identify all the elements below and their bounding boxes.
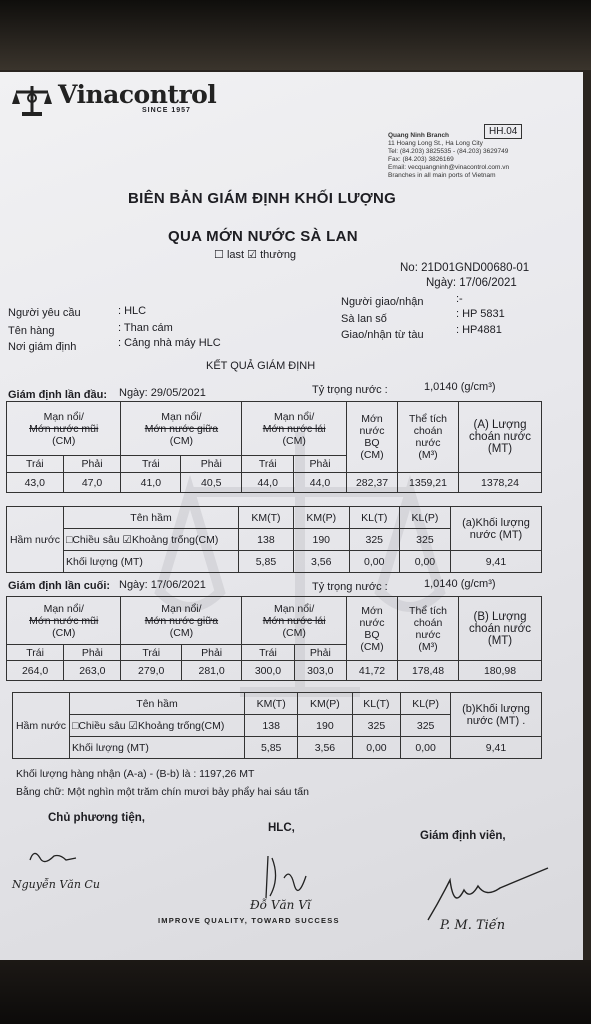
volume-value: 1359,21 xyxy=(398,473,459,493)
tank-weight-value: 5,85 xyxy=(245,737,298,759)
mid-draft-header: Mạn nổi/ Mớn nước giữa (CM) xyxy=(121,597,242,645)
footer-tagline: IMPROVE QUALITY, TOWARD SUCCESS xyxy=(158,916,340,925)
branch-line: Tel: (84.203) 3825535 - (84.203) 3629749 xyxy=(388,148,509,155)
tank-depth-value: 325 xyxy=(399,529,450,551)
tank-col-header: KM(P) xyxy=(293,507,349,529)
hlc-label: HLC, xyxy=(268,822,295,834)
tank-depth-value: 138 xyxy=(239,529,294,551)
tank-col-header: KL(P) xyxy=(401,693,451,715)
result-heading: KẾT QUẢ GIÁM ĐỊNH xyxy=(206,360,316,372)
final-draft-table xyxy=(6,596,542,681)
right-header: Phải xyxy=(64,645,121,661)
fwd-draft-header: Mạn nổi/ Mớn nước mũi (CM) xyxy=(7,597,121,645)
checkbox-empty-icon: ☐ xyxy=(214,249,224,261)
right-header: Phải xyxy=(63,456,121,473)
branch-line: Branches in all main ports of Vietnam xyxy=(388,172,496,179)
tank-result-header: (a)Khối lượng nước (MT) xyxy=(451,507,542,551)
tank-depth-label: □Chiều sâu ☑Khoảng trống(CM) xyxy=(64,529,239,551)
hlc-signature-name: Đỗ Văn Vĩ xyxy=(250,898,311,912)
draft-value: 264,0 xyxy=(7,661,64,681)
scale-logo-icon xyxy=(12,82,52,118)
info-label: Nơi giám định xyxy=(8,341,77,353)
aft-draft-header: Mạn nổi/ Mớn nước lái (CM) xyxy=(242,402,347,456)
right-header: Phải xyxy=(181,456,242,473)
tank-col-header: KM(T) xyxy=(245,693,298,715)
left-header: Trái xyxy=(121,645,181,661)
tank-col-header: KL(P) xyxy=(399,507,450,529)
report-number: No: 21D01GND00680-01 xyxy=(400,262,530,274)
form-code: HH.04 xyxy=(484,124,522,139)
displacement-value: 180,98 xyxy=(459,661,542,681)
document-title: BIÊN BẢN GIÁM ĐỊNH KHỐI LƯỢNG xyxy=(128,190,397,207)
right-header: Phải xyxy=(294,456,347,473)
tank-name-header: Tên hầm xyxy=(70,693,245,715)
left-header: Trái xyxy=(7,645,64,661)
info-label: Sà lan số xyxy=(341,313,387,325)
tank-result-value: 9,41 xyxy=(451,551,542,573)
tank-depth-value: 325 xyxy=(349,529,399,551)
info-value: : Cảng nhà máy HLC xyxy=(118,337,221,349)
left-header: Trái xyxy=(242,456,294,473)
info-value: :- xyxy=(456,293,463,305)
left-header: Trái xyxy=(7,456,64,473)
tank-result-header: (b)Khối lượng nước (MT) . xyxy=(451,693,542,737)
right-header: Phải xyxy=(294,645,346,661)
displacement-header: (A) Lượng choán nước (MT) xyxy=(459,402,542,473)
brand-name: Vinacontrol xyxy=(58,80,217,109)
final-heading: Giám định lần cuối: xyxy=(8,580,111,592)
tank-weight-label: Khối lượng (MT) xyxy=(64,551,239,573)
tank-result-value: 9,41 xyxy=(451,737,542,759)
draft-value: 43,0 xyxy=(7,473,64,493)
surveyor-signature-name: P. M. Tiến xyxy=(440,918,506,933)
draft-value: 300,0 xyxy=(242,661,294,681)
owner-signature-name: Nguyễn Văn Cu xyxy=(12,878,100,891)
final-tank-table xyxy=(12,692,542,759)
fwd-draft-header: Mạn nổi/ Mớn nước mũi (CM) xyxy=(7,402,121,456)
draft-value: 47,0 xyxy=(63,473,121,493)
info-label: Người giao/nhận xyxy=(341,296,424,308)
left-header: Trái xyxy=(121,456,181,473)
tank-col-header: KL(T) xyxy=(352,693,401,715)
mean-draft-header: Mớn nước BQ (CM) xyxy=(347,597,398,661)
owner-signature xyxy=(10,840,110,900)
draft-value: 263,0 xyxy=(64,661,121,681)
brand-since: SINCE 1957 xyxy=(142,107,191,114)
tank-weight-value: 0,00 xyxy=(349,551,399,573)
tank-weight-label: Khối lượng (MT) xyxy=(70,737,245,759)
left-header: Trái xyxy=(242,645,294,661)
density-label: Tỷ trọng nước : xyxy=(312,581,388,593)
vinacontrol-logo xyxy=(12,80,222,120)
tank-weight-value: 0,00 xyxy=(399,551,450,573)
volume-header: Thể tích choán nước (M³) xyxy=(398,597,459,661)
density-label: Tỷ trọng nước : xyxy=(312,384,388,396)
draft-value: 44,0 xyxy=(242,473,294,493)
tank-depth-value: 325 xyxy=(352,715,401,737)
initial-tank-table xyxy=(6,506,542,573)
info-value: : Than cám xyxy=(118,322,173,334)
surveyor-label: Giám định viên, xyxy=(420,830,506,842)
tank-col-header: KM(T) xyxy=(239,507,294,529)
tank-weight-value: 0,00 xyxy=(352,737,401,759)
draft-value: 303,0 xyxy=(294,661,346,681)
draft-value: 279,0 xyxy=(121,661,181,681)
tank-depth-value: 190 xyxy=(293,529,349,551)
mean-draft-header: Mớn nước BQ (CM) xyxy=(347,402,398,473)
survey-type-options xyxy=(214,248,296,261)
density-value: 1,0140 (g/cm³) xyxy=(424,578,496,590)
draft-value: 281,0 xyxy=(181,661,241,681)
owner-label: Chủ phương tiện, xyxy=(48,812,145,824)
initial-heading: Giám định lần đầu: xyxy=(8,389,108,401)
tank-weight-value: 3,56 xyxy=(298,737,352,759)
info-value: : HP4881 xyxy=(456,324,502,336)
branch-line: Email: vecquangninh@vinacontrol.com.vn xyxy=(388,164,510,171)
branch-address xyxy=(388,132,509,180)
right-header: Phải xyxy=(181,645,241,661)
info-value: : HP 5831 xyxy=(456,308,505,320)
checkbox-checked-icon: ☑ xyxy=(247,249,257,261)
mid-draft-header: Mạn nổi/ Mớn nước giữa (CM) xyxy=(121,402,242,456)
tank-depth-value: 190 xyxy=(298,715,352,737)
volume-value: 178,48 xyxy=(398,661,459,681)
tank-col-header: KL(T) xyxy=(349,507,399,529)
info-label: Tên hàng xyxy=(8,325,55,337)
tank-depth-value: 138 xyxy=(245,715,298,737)
tank-name-header: Tên hầm xyxy=(64,507,239,529)
cargo-quantity: Khối lượng hàng nhận (A-a) - (B-b) là : 1197,26 MT xyxy=(16,768,255,780)
displacement-header: (B) Lượng choán nước (MT) xyxy=(459,597,542,661)
tank-depth-value: 325 xyxy=(401,715,451,737)
document-subtitle: QUA MỚN NƯỚC SÀ LAN xyxy=(168,228,358,245)
info-value: : HLC xyxy=(118,305,147,317)
mean-draft-value: 41,72 xyxy=(347,661,398,681)
displacement-value: 1378,24 xyxy=(459,473,542,493)
tank-row-label: Hầm nước xyxy=(7,507,64,573)
tank-weight-value: 5,85 xyxy=(239,551,294,573)
photo-background-top xyxy=(0,0,591,70)
option-regular: thường xyxy=(260,249,297,261)
volume-header: Thể tích choán nước (M³) xyxy=(398,402,459,473)
branch-line: Quang Ninh Branch xyxy=(388,132,450,139)
initial-date: Ngày: 29/05/2021 xyxy=(119,387,206,399)
option-last: last xyxy=(226,249,245,261)
draft-value: 40,5 xyxy=(181,473,242,493)
tank-weight-value: 0,00 xyxy=(401,737,451,759)
mean-draft-value: 282,37 xyxy=(347,473,398,493)
tank-row-label: Hầm nước xyxy=(13,693,70,759)
tank-weight-value: 3,56 xyxy=(293,551,349,573)
report-date: Ngày: 17/06/2021 xyxy=(426,277,517,289)
branch-line: 11 Hoang Long St., Ha Long City xyxy=(388,140,483,147)
tank-col-header: KM(P) xyxy=(298,693,352,715)
final-date: Ngày: 17/06/2021 xyxy=(119,579,206,591)
photo-background-bottom xyxy=(0,960,591,1024)
tank-depth-label: □Chiều sâu ☑Khoảng trống(CM) xyxy=(70,715,245,737)
branch-line: Fax: (84.203) 3826169 xyxy=(388,156,454,163)
density-value: 1,0140 (g/cm³) xyxy=(424,381,496,393)
draft-value: 41,0 xyxy=(121,473,181,493)
aft-draft-header: Mạn nổi/ Mớn nước lái (CM) xyxy=(242,597,347,645)
initial-draft-table xyxy=(6,401,542,493)
cargo-in-words: Bằng chữ: Một nghìn một trăm chín mươi bảy phẩy hai sáu tấn xyxy=(16,786,309,798)
info-label: Giao/nhận từ tàu xyxy=(341,329,424,341)
info-label: Người yêu cầu xyxy=(8,307,81,319)
draft-value: 44,0 xyxy=(294,473,347,493)
